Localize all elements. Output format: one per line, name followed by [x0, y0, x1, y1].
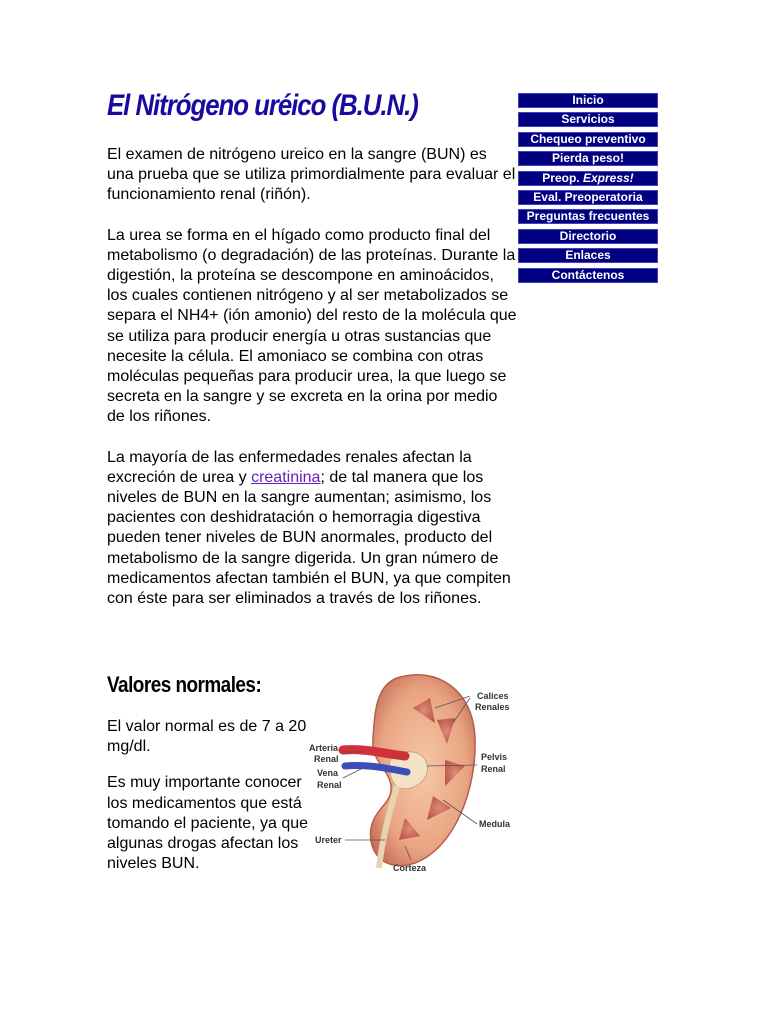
- label-pelvis-renal: Renal: [481, 764, 506, 774]
- label-vena-renal: Renal: [317, 780, 342, 790]
- paragraph-urea: La urea se forma en el hígado como producto final del metabolismo (o degradación) de las proteínas. Durante la digestión, la proteína se descompone en aminoácidos, los cuales contienen nitrógeno y al ser metabolizados se separa el NH4+ (ión amonio) del resto de la molécula que se utiliza para producir energía u otras sustancias que necesite la célula. El amoniaco se combina con otras moléculas pequeñas para producir urea, la que luego se secreta en la sangre y se excreta en la orina por medio de los riñones.: [107, 226, 517, 426]
- menu-item-preguntas-frecuentes[interactable]: Preguntas frecuentes: [518, 209, 658, 224]
- label-calices: Calices: [477, 691, 509, 701]
- paragraph-renal-text-a: La mayoría de las enfermedades renales afectan la excreción de urea y: [107, 448, 472, 486]
- article-body: [107, 145, 517, 629]
- menu-item-express-label: Express!: [582, 170, 634, 185]
- normal-value-text: El valor normal es de 7 a 20 mg/dl.: [107, 718, 307, 756]
- menu-item-servicios[interactable]: Servicios: [518, 112, 658, 127]
- label-medula: Medula: [479, 819, 511, 829]
- side-menu: [518, 93, 658, 287]
- medication-note: Es muy importante conocer los medicamentos que está tomando el paciente, ya que algunas drogas afectan los niveles BUN.: [107, 774, 309, 873]
- normal-values-section: [107, 717, 312, 890]
- renal-artery-shape: [343, 750, 405, 756]
- label-arteria: Arteria: [309, 743, 339, 753]
- label-pelvis: Pelvis: [481, 752, 508, 762]
- menu-item-inicio[interactable]: Inicio: [518, 93, 658, 108]
- page-title: El Nitrógeno uréico (B.U.N.): [107, 89, 418, 122]
- label-corteza: Corteza: [393, 863, 427, 873]
- creatinina-link[interactable]: creatinina: [251, 468, 321, 486]
- menu-item-chequeo-preventivo[interactable]: Chequeo preventivo: [518, 132, 658, 147]
- menu-item-preop-express[interactable]: [518, 171, 658, 186]
- menu-item-directorio[interactable]: Directorio: [518, 229, 658, 244]
- paragraph-intro: El examen de nitrógeno ureico en la sangre (BUN) es una prueba que se utiliza primordialmente para evaluar el funcionamiento renal (riñón).: [107, 146, 516, 204]
- label-arteria-renal: Renal: [314, 754, 339, 764]
- paragraph-renal-text-b: ; de tal manera que los niveles de BUN en la sangre aumentan; asimismo, los pacientes con deshidratación o hemorragia digestiva pueden tener niveles de BUN anormales, producto del metabolismo de la sangre digerida. Un gran número de medicamentos afectan también el BUN, ya que compiten con éste para ser eliminados a través de los riñones.: [107, 468, 511, 608]
- normal-values-heading: Valores normales:: [107, 672, 262, 697]
- menu-item-contactenos[interactable]: Contáctenos: [518, 268, 658, 283]
- label-calices-renales: Renales: [475, 702, 510, 712]
- menu-item-eval-preoperatoria[interactable]: Eval. Preoperatoria: [518, 190, 658, 205]
- menu-item-preop-label: Preop.: [542, 170, 583, 185]
- paragraph-renal-disease: [107, 448, 517, 610]
- kidney-diagram: [305, 668, 518, 878]
- menu-item-pierda-peso[interactable]: Pierda peso!: [518, 151, 658, 166]
- label-vena: Vena: [317, 768, 339, 778]
- menu-item-enlaces[interactable]: Enlaces: [518, 248, 658, 263]
- label-ureter: Ureter: [315, 835, 342, 845]
